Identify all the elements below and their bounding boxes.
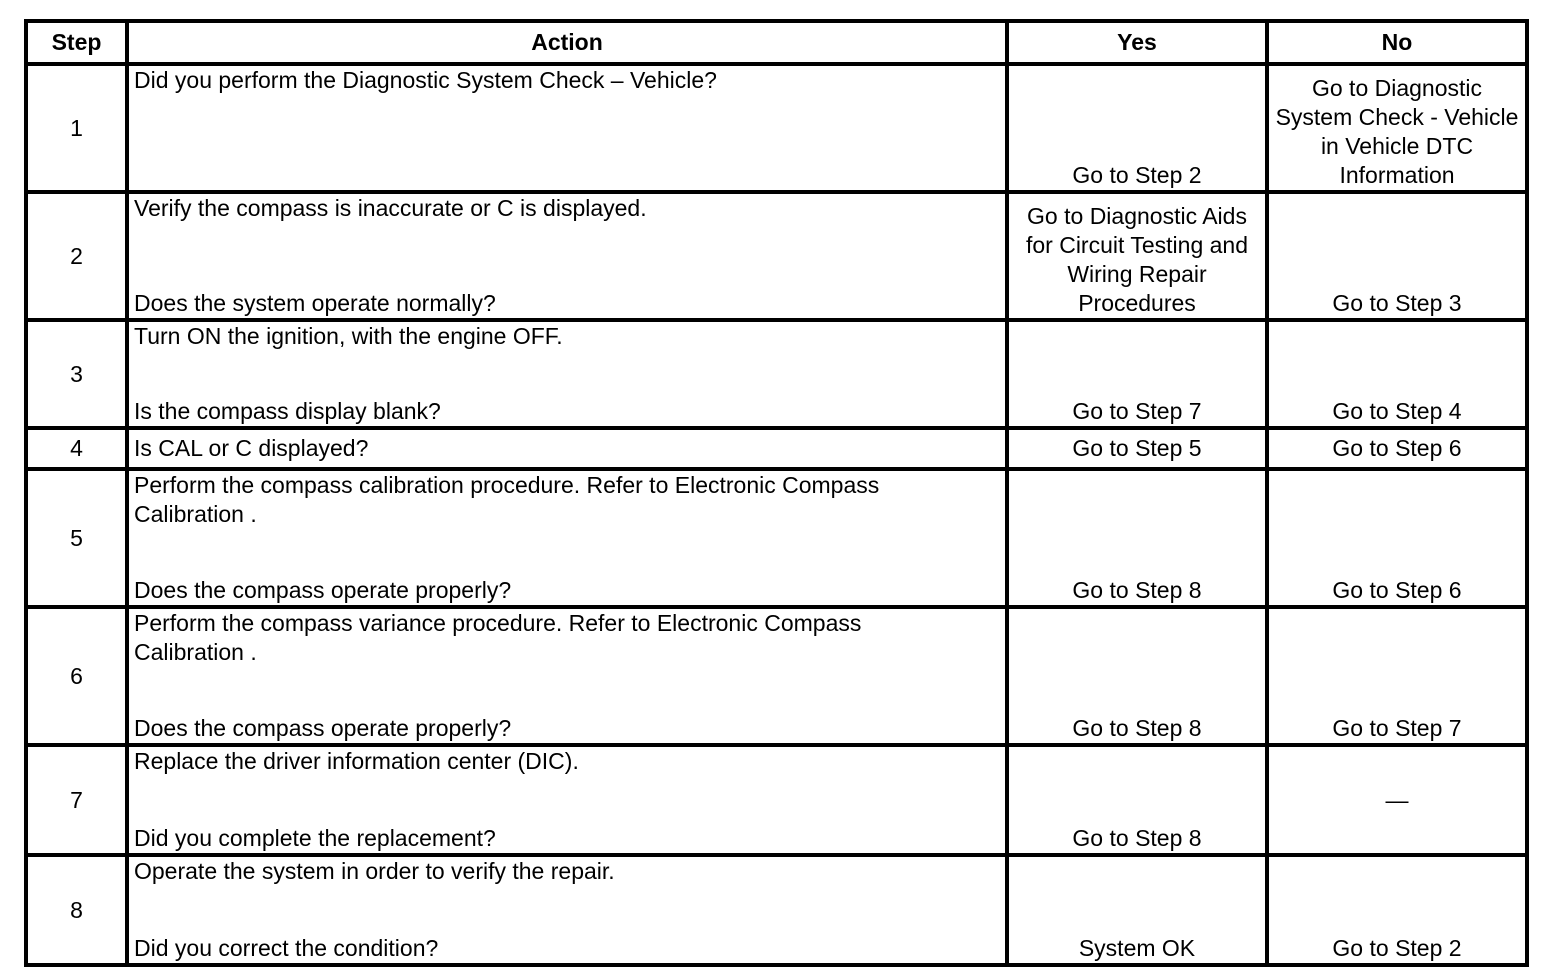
action-cell: [127, 64, 1007, 192]
table-row: [26, 469, 1527, 607]
step-number: 6: [26, 607, 127, 745]
no-cell: Go to Step 4: [1267, 320, 1527, 428]
action-text: Perform the compass variance procedure. Refer to Electronic Compass: [134, 610, 862, 636]
action-text-block: [134, 471, 1000, 529]
header-yes: Yes: [1007, 21, 1267, 64]
header-action: Action: [127, 21, 1007, 64]
table-row: [26, 192, 1527, 320]
step-number: 2: [26, 192, 127, 320]
no-cell: [1267, 745, 1527, 855]
header-step: Step: [26, 21, 127, 64]
no-cell: Go to Step 2: [1267, 855, 1527, 965]
no-cell: Go to Step 3: [1267, 192, 1527, 320]
table-row: [26, 855, 1527, 965]
yes-cell: Go to Step 7: [1007, 320, 1267, 428]
action-text: Verify the compass is inaccurate or C is displayed.: [134, 195, 647, 221]
action-text: Calibration .: [134, 639, 257, 665]
action-cell: [127, 469, 1007, 607]
step-number: 5: [26, 469, 127, 607]
step-number: 8: [26, 855, 127, 965]
action-cell: [127, 745, 1007, 855]
step-number: 1: [26, 64, 127, 192]
action-text: Did you perform the Diagnostic System Check – Vehicle?: [134, 67, 717, 93]
header-no: No: [1267, 21, 1527, 64]
no-cell: Go to Step 6: [1267, 428, 1527, 469]
no-cell: Go to Step 7: [1267, 607, 1527, 745]
table-row: [26, 320, 1527, 428]
action-cell: [127, 855, 1007, 965]
dash-placeholder: —: [1385, 786, 1409, 813]
step-number: 4: [26, 428, 127, 469]
action-cell: [127, 320, 1007, 428]
step-number: 3: [26, 320, 127, 428]
yes-cell: System OK: [1007, 855, 1267, 965]
action-text: Perform the compass calibration procedure. Refer to Electronic Compass: [134, 472, 880, 498]
action-question: Does the system operate normally?: [134, 290, 496, 316]
table-row: [26, 428, 1527, 469]
diagnostic-table: [24, 19, 1529, 967]
action-cell: [127, 428, 1007, 469]
yes-cell: Go to Step 5: [1007, 428, 1267, 469]
no-cell: Go to Step 6: [1267, 469, 1527, 607]
yes-cell: Go to Step 8: [1007, 607, 1267, 745]
action-question: Is the compass display blank?: [134, 398, 441, 424]
action-question: Did you complete the replacement?: [134, 825, 496, 851]
yes-cell: Go to Step 8: [1007, 469, 1267, 607]
table-row: [26, 64, 1527, 192]
action-text-block: [134, 609, 1000, 667]
action-text: Replace the driver information center (DIC).: [134, 748, 579, 774]
yes-cell: Go to Step 8: [1007, 745, 1267, 855]
header-row: [26, 21, 1527, 64]
action-cell: [127, 607, 1007, 745]
table-row: [26, 745, 1527, 855]
table-row: [26, 607, 1527, 745]
no-cell: Go to Diagnostic System Check - Vehicle in Vehicle DTC Information: [1267, 64, 1527, 192]
step-number: 7: [26, 745, 127, 855]
action-question: Does the compass operate properly?: [134, 715, 512, 741]
action-question: Does the compass operate properly?: [134, 577, 512, 603]
action-question: Did you correct the condition?: [134, 935, 439, 961]
action-text: Is CAL or C displayed?: [134, 435, 369, 461]
diagnostic-table-container: [24, 19, 1525, 967]
action-text: Operate the system in order to verify the repair.: [134, 858, 615, 884]
yes-cell: Go to Diagnostic Aids for Circuit Testing and Wiring Repair Procedures: [1007, 192, 1267, 320]
action-text: Turn ON the ignition, with the engine OFF.: [134, 323, 563, 349]
action-cell: [127, 192, 1007, 320]
action-text: Calibration .: [134, 501, 257, 527]
yes-cell: Go to Step 2: [1007, 64, 1267, 192]
